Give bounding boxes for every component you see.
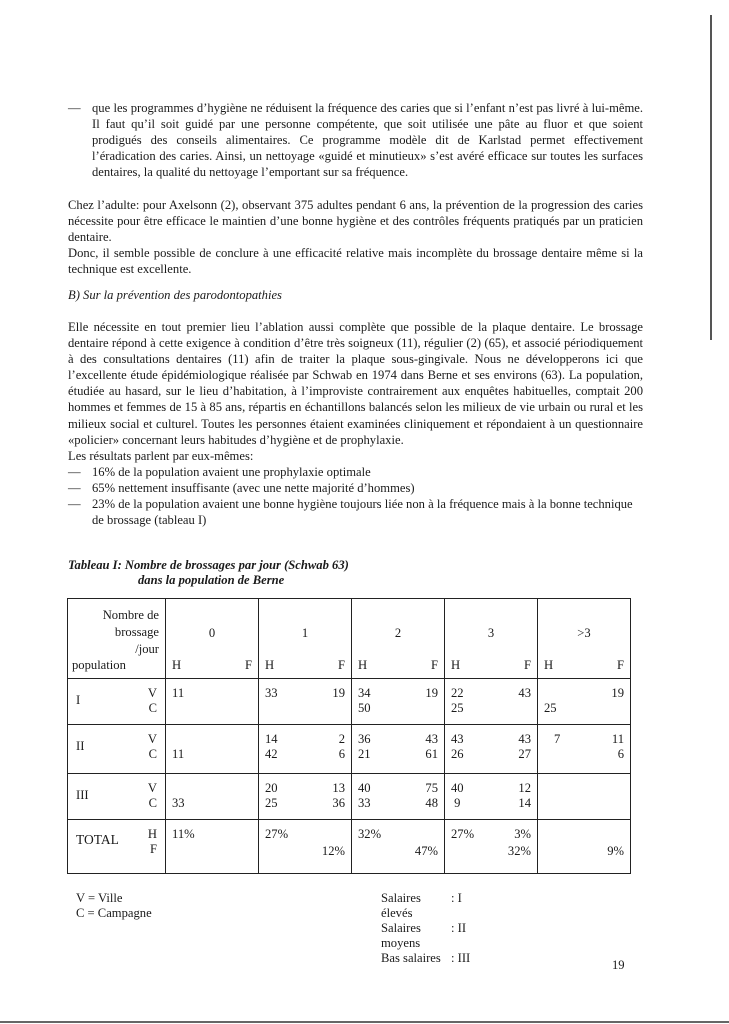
table-caption bbox=[68, 558, 349, 588]
f-label: F bbox=[430, 658, 438, 672]
row-key-f: F bbox=[149, 842, 157, 856]
bullet-text: que les programmes d’hygiène ne réduisent la fréquence des caries que si l’enfant n’est pas livré à lui-même. Il faut qu’il soit guidé par une personne compétente, que soit utilisée une pâte au fluor et que soient prodigués des conseils alimentaires. Ce programme modèle dit de Karlstad permet effectivement l’éradication des caries. Ainsi, un nettoyage «guidé et minutieux» s’est avéré efficace sur toutes les surfaces dentaires, la qualité du nettoyage l’emportant sur sa fréquence. bbox=[92, 101, 643, 180]
dash-marker: — bbox=[68, 497, 81, 512]
legend-item: C = Campagne bbox=[76, 906, 152, 920]
data-cell bbox=[259, 679, 352, 725]
table-header-row bbox=[68, 599, 631, 679]
total-cell bbox=[352, 820, 445, 874]
value-h-v: 22 bbox=[451, 686, 464, 700]
f-label: F bbox=[616, 658, 624, 672]
value-h-v: 34 bbox=[358, 686, 371, 700]
legend-key: Salaires élevés bbox=[381, 891, 421, 920]
value-h-c: 25 bbox=[451, 701, 464, 715]
row-name: TOTAL bbox=[76, 832, 119, 847]
header-group-cell bbox=[538, 599, 631, 679]
bullet-item bbox=[68, 100, 643, 180]
table-row bbox=[68, 725, 631, 774]
value-f-c: 6 bbox=[338, 747, 345, 761]
legend-value: : II bbox=[451, 921, 467, 935]
value-f-v: 43 bbox=[518, 686, 531, 700]
row-key-v: V bbox=[147, 781, 157, 795]
header-label-line: brossage bbox=[114, 625, 159, 639]
row-key-c: C bbox=[148, 747, 157, 761]
value-h-c: 26 bbox=[451, 747, 464, 761]
result-item bbox=[68, 480, 643, 496]
header-group-cell bbox=[166, 599, 259, 679]
group-label: 2 bbox=[394, 626, 402, 640]
value-h-v: 36 bbox=[358, 732, 371, 746]
header-corner-cell bbox=[68, 599, 166, 679]
row-name: I bbox=[76, 693, 81, 707]
total-cell bbox=[445, 820, 538, 874]
caption-line: Tableau I: Nombre de brossages par jour (Schwab 63) bbox=[68, 558, 349, 572]
group-label: 0 bbox=[208, 626, 216, 640]
row-name: II bbox=[76, 739, 85, 753]
value-h-v: 20 bbox=[265, 781, 278, 795]
bullet-paragraph bbox=[68, 100, 643, 180]
total-h: 27% bbox=[265, 827, 289, 841]
row-name: III bbox=[76, 788, 89, 802]
paragraph-donc bbox=[68, 245, 643, 277]
value-f-v: 19 bbox=[425, 686, 438, 700]
table-row bbox=[68, 774, 631, 820]
value-f-v: 43 bbox=[425, 732, 438, 746]
result-item bbox=[68, 496, 643, 528]
data-cell bbox=[259, 725, 352, 774]
value-h-v: 40 bbox=[451, 781, 464, 795]
value-h-c: 25 bbox=[544, 701, 557, 715]
h-label: H bbox=[265, 658, 275, 672]
total-h: 32% bbox=[358, 827, 382, 841]
legend-value: : III bbox=[451, 951, 471, 965]
total-cell bbox=[259, 820, 352, 874]
value-f-c: 6 bbox=[617, 747, 624, 761]
h-label: H bbox=[451, 658, 461, 672]
row-key-c: C bbox=[148, 701, 157, 715]
row-label-cell bbox=[68, 774, 166, 820]
legend-item: V = Ville bbox=[76, 891, 123, 905]
group-label: >3 bbox=[577, 626, 591, 640]
section-heading: B) Sur la prévention des parodontopathies bbox=[68, 288, 282, 302]
data-cell bbox=[166, 679, 259, 725]
value-h-c: 25 bbox=[265, 796, 278, 810]
paragraph-text: Chez l’adulte: pour Axelsonn (2), observant 375 adultes pendant 6 ans, la prévention de la progression des caries nécessite pour être efficace le maintien d’une bonne hygiène et des contrôles fréquents pratiqués par un praticien dentaire. bbox=[68, 198, 643, 245]
row-label-cell bbox=[68, 725, 166, 774]
value-f-c: 61 bbox=[425, 747, 438, 761]
header-group-cell bbox=[352, 599, 445, 679]
page-number: 19 bbox=[612, 958, 625, 972]
paragraph-text: Donc, il semble possible de conclure à une efficacité relative mais incomplète du brossage dentaire même si la technique est excellente. bbox=[68, 246, 643, 277]
results-intro: Les résultats parlent par eux-mêmes: bbox=[68, 448, 254, 463]
paragraph-elle bbox=[68, 319, 643, 528]
dash-marker: — bbox=[68, 480, 81, 495]
value-f-c: 36 bbox=[332, 796, 345, 810]
row-key-v: V bbox=[147, 732, 157, 746]
data-cell bbox=[445, 725, 538, 774]
value-f-v: 2 bbox=[338, 732, 345, 746]
caption-line: dans la population de Berne bbox=[138, 573, 285, 587]
data-cell bbox=[259, 774, 352, 820]
total-cell bbox=[538, 820, 631, 874]
data-cell bbox=[352, 725, 445, 774]
total-f: 47% bbox=[414, 844, 438, 858]
total-f: 12% bbox=[321, 844, 345, 858]
data-cell bbox=[538, 725, 631, 774]
f-label: F bbox=[337, 658, 345, 672]
h-label: H bbox=[172, 658, 182, 672]
value-f-v: 19 bbox=[332, 686, 345, 700]
value-h-v: 7 bbox=[554, 732, 561, 746]
value-f-c: 27 bbox=[518, 747, 531, 761]
data-cell bbox=[352, 679, 445, 725]
h-label: H bbox=[544, 658, 554, 672]
value-h-c: 42 bbox=[265, 747, 278, 761]
row-key-v: V bbox=[147, 686, 157, 700]
header-population: population bbox=[72, 658, 126, 672]
total-f-upper: 3% bbox=[514, 827, 531, 841]
legend-item bbox=[381, 951, 470, 966]
value-f-c: 14 bbox=[518, 796, 531, 810]
header-label-line: Nombre de bbox=[102, 608, 159, 622]
total-h: 11% bbox=[172, 827, 195, 841]
paragraph-adulte bbox=[68, 197, 643, 245]
value-h-c: 9 bbox=[451, 796, 461, 810]
value-h-v: 14 bbox=[265, 732, 278, 746]
header-group-cell bbox=[445, 599, 538, 679]
row-key-c: C bbox=[148, 796, 157, 810]
bottom-rule bbox=[0, 1021, 729, 1023]
legend-item bbox=[381, 921, 470, 951]
data-cell bbox=[445, 774, 538, 820]
legend-location bbox=[76, 891, 152, 921]
f-label: F bbox=[523, 658, 531, 672]
data-cell bbox=[166, 774, 259, 820]
legend-salary bbox=[381, 891, 470, 966]
result-text: 23% de la population avaient une bonne hygiène toujours liée non à la fréquence mais à la bonne technique de brossage (tableau I) bbox=[92, 497, 633, 528]
total-cell bbox=[166, 820, 259, 874]
dash-marker: — bbox=[68, 464, 81, 479]
h-label: H bbox=[358, 658, 368, 672]
row-label-cell bbox=[68, 820, 166, 874]
total-h: 27% bbox=[451, 827, 475, 841]
legend-item bbox=[381, 891, 470, 921]
table-row bbox=[68, 679, 631, 725]
value-f-v: 11 bbox=[611, 732, 624, 746]
value-h-c: 50 bbox=[358, 701, 371, 715]
paragraph-text: Elle nécessite en tout premier lieu l’ablation aussi complète que possible de la plaque dentaire. Le brossage dentaire répond à cette exigence à condition d’être très soigneux (11), régulier (2) (65), et associé périodiquement à des consultations dentaires (11) afin de traiter la plaque sous-gingivale. Nous ne développerons ici que l’excellente étude épidémiologique réalisée par Schwab en 1974 dans Berne et ses environs (63). La population, étudiée au hasard, sur le lieu d’habitation, à l’improviste contrairement aux enquêtes habituelles, comptait 200 hommes et femmes de 15 à 85 ans, répartis en échantillons balancés selon les milieux de vie urbain ou rural et les milieux social et culturel. Toutes les personnes étaient examinées cliniquement et répondaient à un questionnaire «policier» concernant leurs habitudes d’hygiène et de prophylaxie. bbox=[68, 320, 643, 447]
total-f: 9% bbox=[607, 844, 624, 858]
value-f-v: 43 bbox=[518, 732, 531, 746]
value-h-c: 21 bbox=[358, 747, 371, 761]
table-total-row bbox=[68, 820, 631, 874]
data-cell bbox=[166, 725, 259, 774]
group-label: 3 bbox=[487, 626, 495, 640]
value-h-c: 33 bbox=[172, 796, 185, 810]
header-label bbox=[103, 607, 159, 658]
legend-key: Bas salaires bbox=[381, 951, 441, 965]
value-h-v: 43 bbox=[451, 732, 464, 746]
value-f-v: 19 bbox=[611, 686, 624, 700]
group-label: 1 bbox=[301, 626, 309, 640]
dash-marker: — bbox=[68, 101, 81, 115]
legend-value: : I bbox=[451, 891, 462, 905]
value-f-v: 13 bbox=[332, 781, 345, 795]
value-f-c: 48 bbox=[425, 796, 438, 810]
header-group-cell bbox=[259, 599, 352, 679]
data-table bbox=[67, 598, 631, 874]
margin-rule bbox=[710, 15, 712, 340]
value-h-v: 33 bbox=[265, 686, 278, 700]
value-f-v: 12 bbox=[518, 781, 531, 795]
data-cell bbox=[538, 774, 631, 820]
value-h-c: 33 bbox=[358, 796, 371, 810]
result-text: 16% de la population avaient une prophylaxie optimale bbox=[92, 464, 371, 479]
result-text: 65% nettement insuffisante (avec une nette majorité d’hommes) bbox=[92, 480, 415, 495]
data-cell bbox=[352, 774, 445, 820]
value-f-v: 75 bbox=[425, 781, 438, 795]
header-label-line: /jour bbox=[135, 642, 159, 656]
value-h-v: 11 bbox=[172, 686, 185, 700]
value-h-v: 40 bbox=[358, 781, 371, 795]
result-item bbox=[68, 464, 643, 480]
row-key-h: H bbox=[147, 827, 157, 841]
value-h-c: 11 bbox=[172, 747, 185, 761]
data-cell bbox=[445, 679, 538, 725]
f-label: F bbox=[244, 658, 252, 672]
legend-key: Salaires moyens bbox=[381, 921, 421, 950]
data-cell bbox=[538, 679, 631, 725]
total-f: 32% bbox=[507, 844, 531, 858]
row-label-cell bbox=[68, 679, 166, 725]
